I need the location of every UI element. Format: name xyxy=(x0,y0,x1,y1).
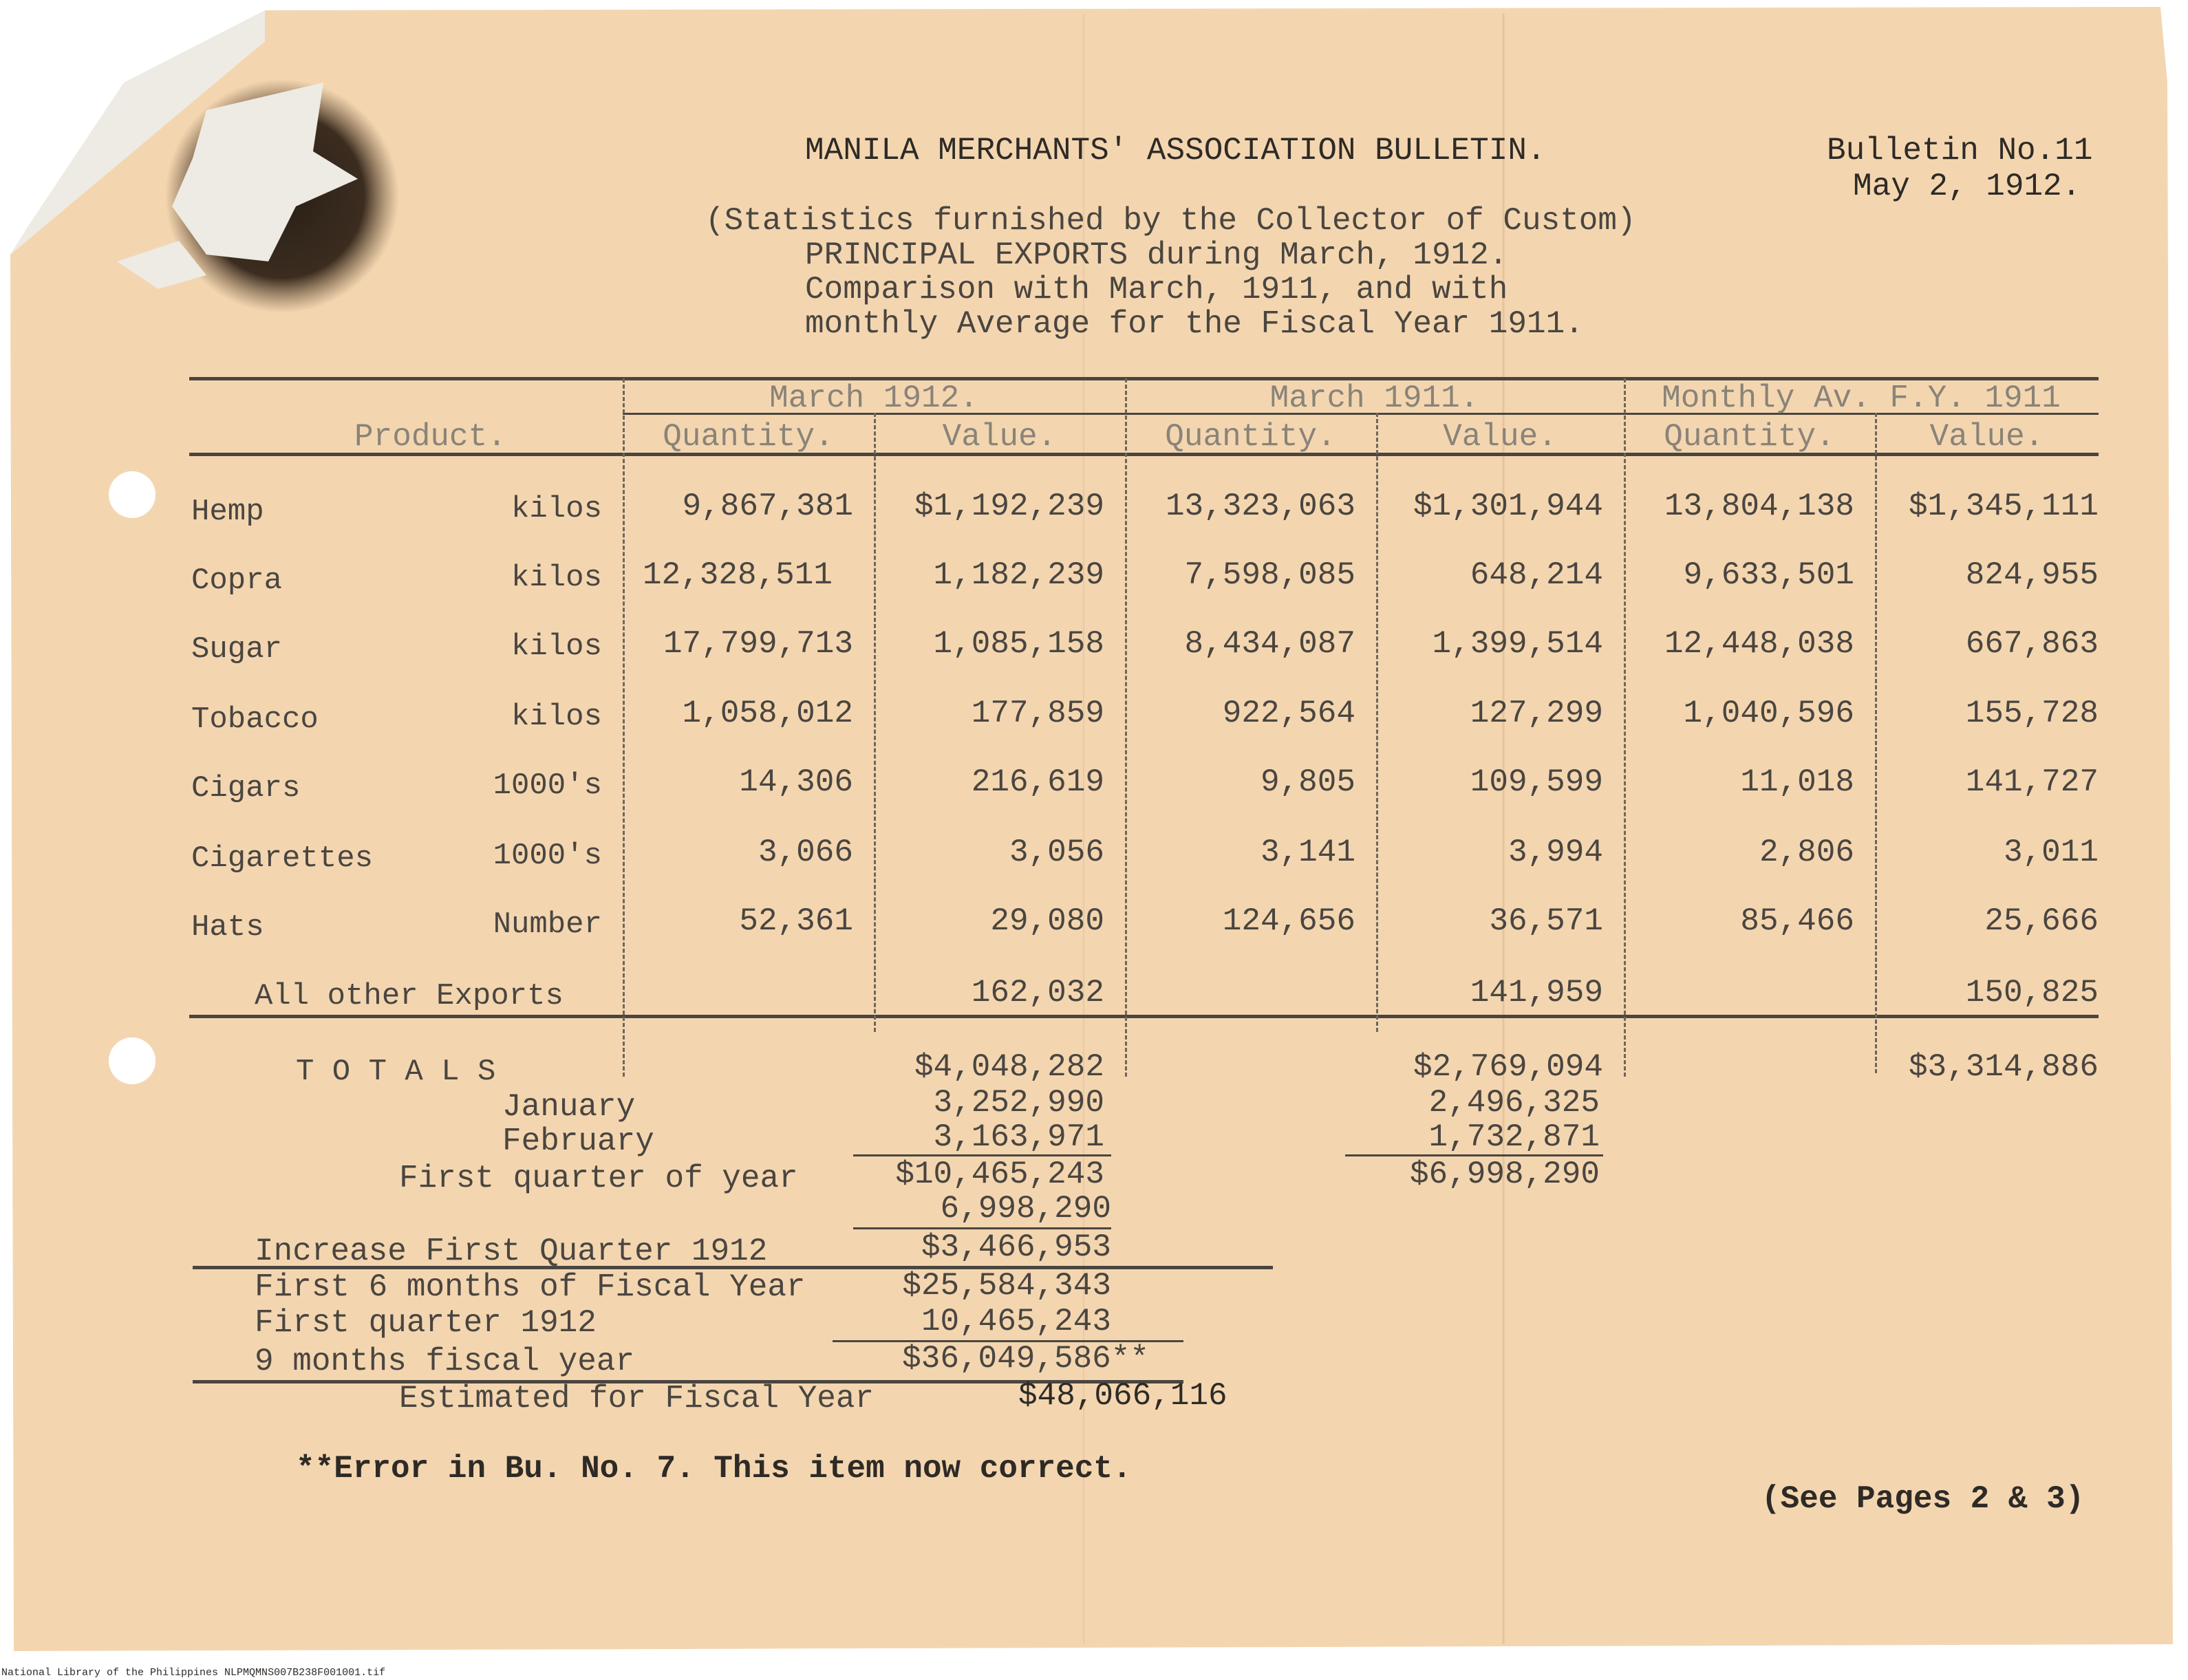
subheader-value-avg: Value. xyxy=(1929,419,2044,455)
cell-value-1912: 216,619 xyxy=(971,764,1104,800)
cell-value-1911: 648,214 xyxy=(1470,557,1603,593)
cell-quantity-avg: 11,018 xyxy=(1740,764,1854,800)
group-header-march-1912: March 1912. xyxy=(769,380,978,416)
first-quarter-value-1911: $6,998,290 xyxy=(1409,1156,1600,1192)
punch-hole-bottom xyxy=(109,1037,155,1084)
group-header-monthly-average: Monthly Av. F.Y. 1911 xyxy=(1662,380,2061,416)
increase-label: Increase First Quarter 1912 xyxy=(255,1234,768,1269)
product-name: Sugar xyxy=(191,632,283,667)
cell-value-1911: 3,994 xyxy=(1508,834,1603,870)
cell-value-1912: 29,080 xyxy=(990,903,1104,939)
cell-value-1911: 109,599 xyxy=(1470,764,1603,800)
first-quarter-label: First quarter of year xyxy=(399,1161,798,1196)
product-name: Copra xyxy=(191,563,283,598)
other-exports-value-1912: 162,032 xyxy=(971,975,1104,1011)
cell-quantity-1912: 14,306 xyxy=(739,764,853,800)
nine-months-label: 9 months fiscal year xyxy=(255,1344,635,1379)
february-value-1911: 1,732,871 xyxy=(1428,1119,1600,1155)
cell-quantity-avg: 13,804,138 xyxy=(1664,488,1854,524)
first-6-months-label: First 6 months of Fiscal Year xyxy=(255,1269,806,1305)
cell-value-avg: 25,666 xyxy=(1984,903,2099,939)
product-unit: kilos xyxy=(511,492,602,526)
january-value-1911: 2,496,325 xyxy=(1428,1085,1600,1121)
totals-value-1911: $2,769,094 xyxy=(1413,1049,1603,1085)
subtitle-line-3: Comparison with March, 1911, and with xyxy=(805,272,1508,308)
group-header-march-1911: March 1911. xyxy=(1269,380,1479,416)
cell-value-1911: 1,399,514 xyxy=(1432,626,1603,662)
subtitle-line-4: monthly Average for the Fiscal Year 1911. xyxy=(805,306,1584,342)
cell-value-1912: 177,859 xyxy=(971,696,1104,731)
product-name: Tobacco xyxy=(191,702,319,737)
february-value-1912: 3,163,971 xyxy=(933,1119,1104,1155)
bulletin-title: MANILA MERCHANTS' ASSOCIATION BULLETIN. xyxy=(805,133,1546,169)
totals-value-1912: $4,048,282 xyxy=(914,1049,1104,1085)
cell-quantity-1911: 3,141 xyxy=(1260,834,1355,870)
cell-quantity-avg: 1,040,596 xyxy=(1683,696,1854,731)
nine-months-value: $36,049,586** xyxy=(902,1341,1149,1377)
bulletin-date: May 2, 1912. xyxy=(1853,169,2081,204)
subheader-value-1911: Value. xyxy=(1443,419,1557,455)
estimated-label: Estimated for Fiscal Year xyxy=(399,1381,875,1417)
cell-value-1912: 3,056 xyxy=(1009,834,1104,870)
cell-quantity-avg: 2,806 xyxy=(1759,834,1854,870)
other-exports-value-1911: 141,959 xyxy=(1470,975,1603,1011)
product-unit: kilos xyxy=(511,700,602,734)
estimated-value: $48,066,116 xyxy=(1018,1378,1227,1414)
cell-quantity-1911: 124,656 xyxy=(1222,903,1355,939)
totals-value-avg: $3,314,886 xyxy=(1908,1049,2099,1085)
subheader-value-1912: Value. xyxy=(942,419,1057,455)
cell-quantity-1912: 12,328,511 xyxy=(642,557,833,593)
cell-value-1912: $1,192,239 xyxy=(914,488,1104,524)
increase-value: $3,466,953 xyxy=(921,1229,1111,1265)
subheader-quantity-1912: Quantity. xyxy=(663,419,834,455)
subheader-quantity-1911: Quantity. xyxy=(1165,419,1336,455)
cell-quantity-1912: 9,867,381 xyxy=(682,488,853,524)
cell-quantity-avg: 9,633,501 xyxy=(1683,557,1854,593)
first-quarter-1912-value: 10,465,243 xyxy=(921,1304,1111,1339)
cell-value-1911: 36,571 xyxy=(1489,903,1603,939)
first-6-months-value: $25,584,343 xyxy=(902,1268,1111,1304)
cell-value-1912: 1,085,158 xyxy=(933,626,1104,662)
product-name: Cigarettes xyxy=(191,841,374,876)
other-exports-label: All other Exports xyxy=(255,979,564,1013)
product-unit: kilos xyxy=(511,561,602,595)
cell-quantity-1912: 1,058,012 xyxy=(682,696,853,731)
cell-value-avg: 141,727 xyxy=(1965,764,2099,800)
cell-quantity-1911: 9,805 xyxy=(1260,764,1355,800)
cell-quantity-avg: 85,466 xyxy=(1740,903,1854,939)
cell-value-1911: $1,301,944 xyxy=(1413,488,1603,524)
subtitle-line-1: (Statistics furnished by the Collector of Custom) xyxy=(705,203,1636,239)
cell-value-avg: 155,728 xyxy=(1965,696,2099,731)
footnote: **Error in Bu. No. 7. This item now correct. xyxy=(296,1451,1132,1487)
cell-value-1911: 127,299 xyxy=(1470,696,1603,731)
cell-value-avg: 3,011 xyxy=(2003,834,2099,870)
product-unit: 1000's xyxy=(493,839,602,873)
product-unit: 1000's xyxy=(493,768,602,803)
other-exports-rule xyxy=(189,1015,2099,1018)
product-name: Hemp xyxy=(191,495,264,529)
bulletin-number: Bulletin No.11 xyxy=(1827,133,2093,169)
cell-value-avg: $1,345,111 xyxy=(1908,488,2099,524)
cell-quantity-1912: 52,361 xyxy=(739,903,853,939)
cell-quantity-1912: 17,799,713 xyxy=(663,626,853,662)
other-exports-value-avg: 150,825 xyxy=(1965,975,2099,1011)
product-name: Hats xyxy=(191,910,264,945)
cell-quantity-avg: 12,448,038 xyxy=(1664,626,1854,662)
cell-value-1912: 1,182,239 xyxy=(933,557,1104,593)
see-pages-note: (See Pages 2 & 3) xyxy=(1761,1481,2085,1517)
first-quarter-value-1912: $10,465,243 xyxy=(895,1156,1104,1192)
product-unit: Number xyxy=(493,907,602,942)
february-label: February xyxy=(502,1123,654,1159)
cell-quantity-1911: 13,323,063 xyxy=(1165,488,1355,524)
subheader-quantity-avg: Quantity. xyxy=(1664,419,1835,455)
cell-quantity-1912: 3,066 xyxy=(758,834,853,870)
prior-quarter-value: 6,998,290 xyxy=(940,1191,1111,1227)
january-label: January xyxy=(502,1089,636,1125)
subtitle-line-2: PRINCIPAL EXPORTS during March, 1912. xyxy=(805,237,1508,273)
january-value-1912: 3,252,990 xyxy=(933,1085,1104,1121)
totals-label: T O T A L S xyxy=(296,1055,496,1089)
cell-value-avg: 824,955 xyxy=(1965,557,2099,593)
product-unit: kilos xyxy=(511,629,602,664)
archive-label: National Library of the Philippines NLPMQMNS007B238F001001.tif xyxy=(1,1667,386,1679)
first-quarter-1912-label: First quarter 1912 xyxy=(255,1305,597,1341)
cell-value-avg: 667,863 xyxy=(1965,626,2099,662)
cell-quantity-1911: 8,434,087 xyxy=(1184,626,1355,662)
product-name: Cigars xyxy=(191,771,301,806)
cell-quantity-1911: 922,564 xyxy=(1222,696,1355,731)
punch-hole-top xyxy=(109,471,155,518)
cell-quantity-1911: 7,598,085 xyxy=(1184,557,1355,593)
product-header: Product. xyxy=(354,419,506,455)
